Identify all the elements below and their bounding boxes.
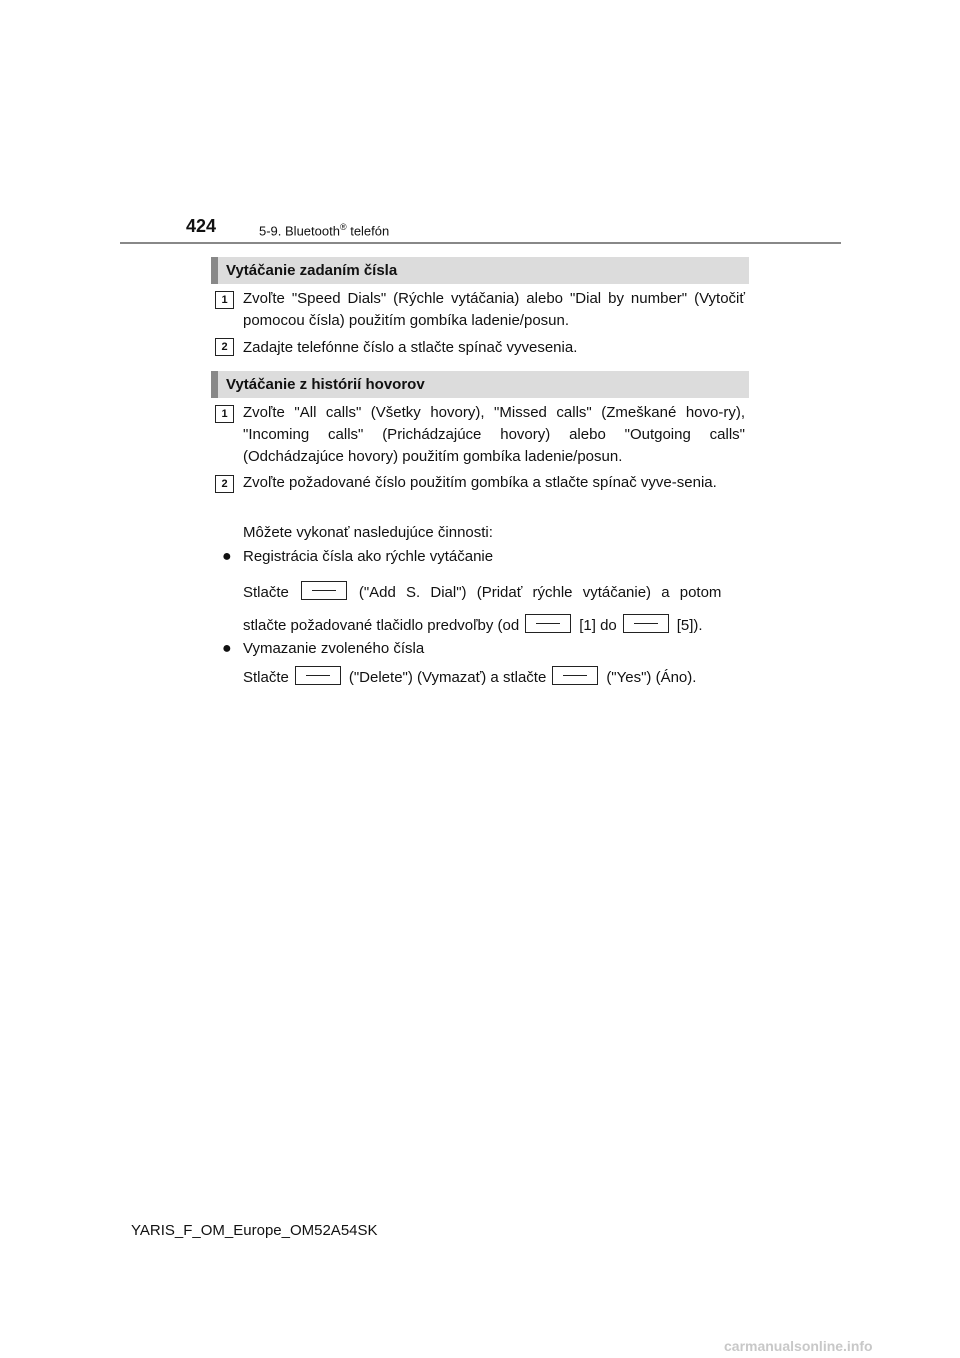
button-icon — [525, 614, 571, 633]
bullet-title-speed-dial: Registrácia čísla ako rýchle vytáčanie — [243, 548, 494, 565]
text-delete: ("Delete") (Vymazať) a stlačte — [348, 669, 547, 686]
speed-dial-line-1 — [243, 581, 721, 604]
step-text-1: Zvoľte "Speed Dials" (Rýchle vytáčania) alebo "Dial by number" (Vytočiť pomocou čísla) použitím gombíka ladenie/posun. — [243, 290, 745, 329]
button-icon — [295, 666, 341, 685]
step-text-2b: Zvoľte požadované číslo použitím gombíka a stlačte spínač vyve-senia. — [243, 474, 717, 491]
footer-code: YARIS_F_OM_Europe_OM52A54SK — [131, 1222, 378, 1239]
actions-intro: Môžete vykonať nasledujúce činnosti: — [243, 524, 493, 541]
button-icon — [552, 666, 598, 685]
section-heading-dial-number: Vytáčanie zadaním čísla — [211, 257, 749, 284]
bullet-title-delete: Vymazanie zvoleného čísla — [243, 640, 425, 657]
button-icon — [301, 581, 347, 600]
step-text-2: Zadajte telefónne číslo a stlačte spínač vyvesenia. — [243, 339, 578, 356]
step-text-1b: Zvoľte "All calls" (Všetky hovory), "Missed calls" (Zmeškané hovo-ry), "Incoming calls" (Prichádzajúce hovory) alebo "Outgoing calls" (Odchádzajúce hovory) použitím gombíka ladenie/posun. — [243, 404, 745, 465]
text-preset-range: [1] do — [579, 617, 617, 634]
step-number-2b: 2 — [215, 475, 234, 493]
page-number: 424 — [186, 216, 217, 236]
registered-mark: ® — [339, 222, 347, 232]
step-number-2: 2 — [215, 338, 234, 356]
text-press-preset: stlačte požadované tlačidlo predvoľby (od — [243, 617, 520, 634]
text-press: Stlačte — [243, 669, 289, 686]
chapter-suffix: telefón — [346, 223, 390, 239]
section-heading-call-history: Vytáčanie z histórií hovorov — [211, 371, 749, 398]
chapter-title — [259, 222, 389, 238]
text-press: Stlačte — [243, 584, 289, 601]
text-preset-end: [5]). — [676, 617, 703, 634]
step-number-1: 1 — [215, 291, 234, 309]
step-number-1b: 1 — [215, 405, 234, 423]
bullet-marker: ● — [222, 640, 232, 657]
chapter-label: 5-9. Bluetooth — [259, 223, 340, 239]
bullet-marker: ● — [222, 548, 232, 565]
header-rule — [120, 242, 841, 244]
text-add-speed-dial: ("Add S. Dial") (Pridať rýchle vytáčanie) a potom — [358, 584, 722, 601]
button-icon — [623, 614, 669, 633]
delete-line-1 — [243, 666, 696, 689]
watermark: carmanualsonline.info — [724, 1338, 873, 1354]
text-yes: ("Yes") (Áno). — [606, 669, 697, 686]
speed-dial-line-2 — [243, 614, 703, 637]
